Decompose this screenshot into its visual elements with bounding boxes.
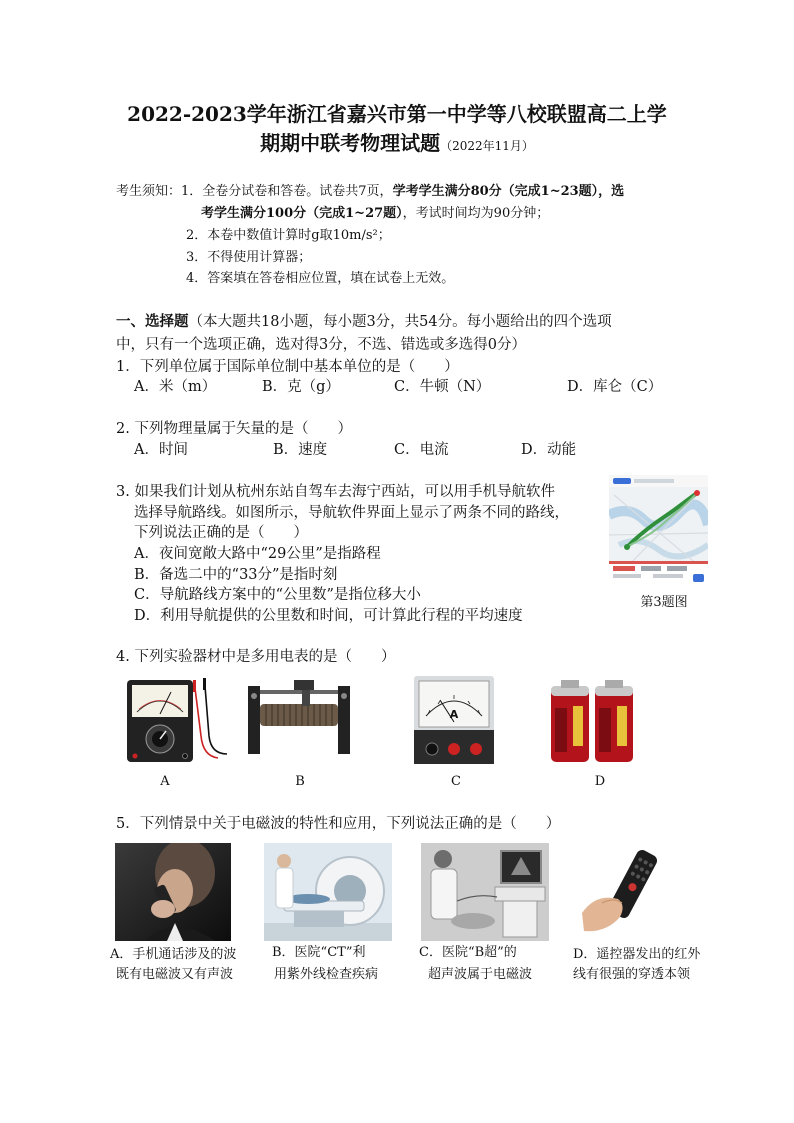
multimeter-image xyxy=(123,676,233,766)
section-heading: 一、选择题（本大题共18小题，每小题3分，共54分。每小题给出的四个选项 xyxy=(116,313,612,330)
navigation-map-image xyxy=(609,475,708,585)
notice-item4: 4．答案填在答卷相应位置，填在试卷上无效。 xyxy=(186,271,455,286)
q1-stem: 1．下列单位属于国际单位制中基本单位的是（ ） xyxy=(116,359,459,375)
q1-option-d: D．库仑（C） xyxy=(567,379,663,395)
phone-call-image xyxy=(115,843,231,941)
notice-line2: 考学生满分100分（完成1~27题），考试时间均为90分钟； xyxy=(201,206,550,221)
q4-label-a: A xyxy=(160,774,170,789)
q5-caption-b2: 用紫外线检查疾病 xyxy=(274,967,379,982)
q5-caption-c1: C．医院“B超”的 xyxy=(419,945,517,960)
q2-stem: 2. 下列物理量属于矢量的是（ ） xyxy=(116,421,352,437)
q4-stem: 4. 下列实验器材中是多用电表的是（ ） xyxy=(116,649,396,665)
q3-option-d: D．利用导航提供的公里数和时间，可计算此行程的平均速度 xyxy=(134,608,523,624)
q4-label-d: D xyxy=(594,774,606,789)
notice-item3: 3．不得使用计算器； xyxy=(186,250,312,265)
q2-option-c: C．电流 xyxy=(394,442,449,458)
notice-line1: 考生须知：1．全卷分试卷和答卷。试卷共7页，学考学生满分80分（完成1~23题），选 xyxy=(116,184,625,199)
q5-stem: 5．下列情景中关于电磁波的特性和应用，下列说法正确的是（ ） xyxy=(116,816,561,832)
q3-stem-3: 下列说法正确的是（ ） xyxy=(134,525,308,541)
q3-option-b: B．备选二中的“33分”是指时刻 xyxy=(134,567,338,583)
notice-item2: 2．本卷中数值计算时g取10m/s²； xyxy=(186,228,391,243)
q3-figure-caption: 第3题图 xyxy=(640,595,688,610)
q5-caption-b1: B．医院“CT”利 xyxy=(272,945,366,960)
q5-caption-a2: 既有电磁波又有声波 xyxy=(116,967,234,982)
q5-caption-c2: 超声波属于电磁波 xyxy=(428,967,533,982)
q1-option-b: B．克（g） xyxy=(262,379,340,395)
ct-scan-image xyxy=(264,843,392,941)
q3-stem-2: 选择导航路线。如图所示，导航软件界面上显示了两条不同的路线， xyxy=(134,505,569,521)
page-title: 2022-2023学年浙江省嘉兴市第一中学等八校联盟高二上学 xyxy=(127,102,667,126)
q1-option-a: A．米（m） xyxy=(134,379,217,395)
q3-option-c: C．导航路线方案中的“公里数”是指位移大小 xyxy=(134,587,421,603)
remote-control-image xyxy=(576,843,670,941)
ammeter-symbol: A xyxy=(449,708,459,721)
battery-image xyxy=(547,678,639,764)
q2-option-b: B．速度 xyxy=(273,442,328,458)
ultrasound-image xyxy=(421,843,549,941)
q5-caption-a1: A．手机通话涉及的波 xyxy=(110,947,237,962)
section-desc: 中，只有一个选项正确，选对得3分，不选、错选或多选得0分） xyxy=(116,337,526,353)
q2-option-d: D．动能 xyxy=(521,442,577,458)
q5-caption-d2: 线有很强的穿透本领 xyxy=(573,967,691,982)
rheostat-image xyxy=(246,676,352,756)
q3-stem-1: 3. 如果我们计划从杭州东站自驾车去海宁西站，可以用手机导航软件 xyxy=(116,484,555,500)
q2-option-a: A．时间 xyxy=(134,442,188,458)
ammeter-image xyxy=(414,676,494,764)
q4-label-c: C xyxy=(451,774,461,789)
q1-option-c: C．牛顿（N） xyxy=(394,379,491,395)
q4-label-b: B xyxy=(295,774,305,789)
q3-option-a: A．夜间宽敞大路中“29公里”是指路程 xyxy=(134,546,381,562)
q5-caption-d1: D．遥控器发出的红外 xyxy=(573,947,701,962)
page-title-line2: 期期中联考物理试题（2022年11月） xyxy=(260,131,534,155)
exam-date: （2022年11月） xyxy=(440,139,534,153)
